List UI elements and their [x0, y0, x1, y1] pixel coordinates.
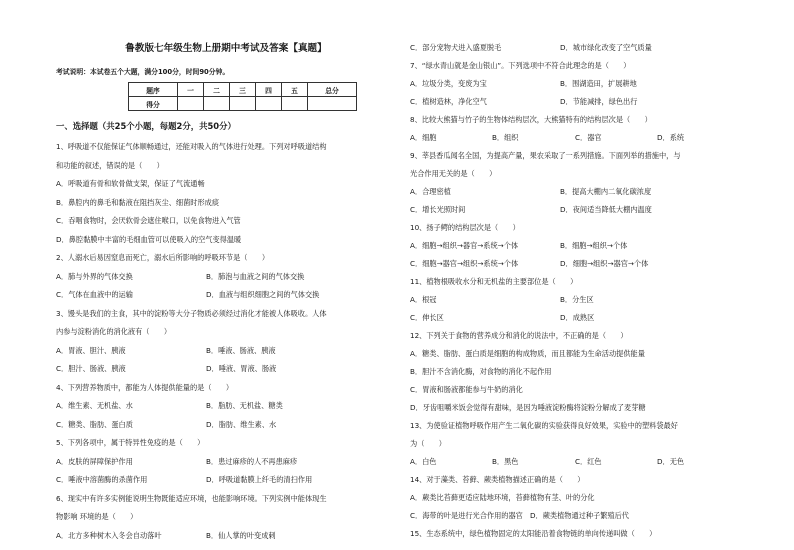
- option-row: [410, 79, 755, 89]
- question-line: 8、比较大熊猫与竹子的生物体结构层次，大熊猫特有的结构层次是（ ）: [410, 115, 652, 124]
- answer-option: C．增长光照时间: [410, 205, 466, 214]
- answer-option: B．黑色: [492, 457, 519, 466]
- option-row: [410, 295, 755, 305]
- option-row: [56, 531, 396, 541]
- table-cell: [282, 97, 308, 111]
- answer-option: B．仙人掌的叶变成刺: [206, 530, 276, 540]
- answer-option: B．患过麻疹的人不再患麻疹: [206, 456, 298, 466]
- table-cell: 五: [282, 83, 308, 97]
- answer-option: D．无色: [657, 457, 685, 466]
- question-line: 3、馒头是我们的主食，其中的淀粉等大分子物质必须经过消化才能被人体吸收。人体: [56, 308, 327, 318]
- option-row: [410, 241, 755, 251]
- question-line: 和功能的叙述，错误的是（ ）: [56, 160, 164, 170]
- answer-option: B．脂肪、无机盐、糖类: [206, 401, 283, 410]
- answer-option: A．维生素、无机盐、水: [56, 401, 133, 410]
- answer-option: A．细胞→组织→器官→系统→个体: [410, 241, 519, 250]
- question-line: C．海带的叶是进行光合作用的器官 D．蕨类植物通过种子繁殖后代: [410, 511, 629, 520]
- answer-option: D．血液与组织细胞之间的气体交换: [206, 290, 320, 299]
- exam-note: 考试说明：本试卷五个大题，满分100分，时间90分钟。: [56, 68, 230, 76]
- question-line: 7、“绿水青山就是金山银山”。下列选项中不符合此理念的是（ ）: [410, 61, 631, 70]
- table-cell: [308, 97, 357, 111]
- table-cell: [178, 97, 204, 111]
- table-cell: 三: [230, 83, 256, 97]
- answer-option: C．红色: [575, 457, 602, 466]
- question-line: C．胃液和肠液都能参与牛奶的消化: [410, 385, 523, 394]
- answer-option: A．北方多种树木入冬会自动落叶: [56, 530, 162, 540]
- answer-option: A．皮肤的屏障保护作用: [56, 456, 133, 466]
- question-line: A．呼吸道有骨和软骨做支架，保证了气流通畅: [56, 179, 205, 188]
- option-row: [410, 97, 755, 107]
- question-line: 13、为使验证植物呼吸作用产生二氧化碳的实验获得良好效果，实验中的塑料袋最好: [410, 421, 678, 430]
- answer-option: D．唾液、胃液、肠液: [206, 364, 277, 373]
- option-row: [410, 43, 755, 53]
- table-cell: 题序: [129, 83, 178, 97]
- answer-option: B．组织: [492, 133, 519, 142]
- question-line: D．牙齿咀嚼米饭会觉得有甜味，是因为唾液淀粉酶将淀粉分解成了麦芽糖: [410, 403, 646, 412]
- answer-option: B．肺泡与血液之间的气体交换: [206, 271, 305, 281]
- answer-option: C．伸长区: [410, 313, 444, 322]
- answer-option: D．呼吸道黏膜上纤毛的清扫作用: [206, 475, 313, 484]
- question-line: B．胆汁不含消化酶，对食物的消化不起作用: [410, 367, 552, 376]
- table-cell: 二: [204, 83, 230, 97]
- option-row: [56, 272, 396, 282]
- answer-option: C．部分宠物犬进入盛夏脱毛: [410, 43, 502, 52]
- answer-option: B．分生区: [560, 295, 594, 304]
- option-row: [410, 133, 755, 143]
- section-heading: 一、选择题（共25个小题，每题2分，共50分）: [56, 121, 236, 131]
- answer-option: D．细胞→组织→器官→个体: [560, 259, 649, 268]
- answer-option: D．节能减排，绿色出行: [560, 97, 638, 106]
- answer-option: D．脂肪、维生素、水: [206, 419, 277, 429]
- option-row: [56, 346, 396, 356]
- question-line: 为（ ）: [410, 439, 446, 448]
- answer-option: A．根冠: [410, 295, 437, 304]
- option-row: [410, 457, 755, 467]
- option-row: [56, 475, 396, 485]
- question-line: 6、现实中有许多实例能说明生物既能适应环境，也能影响环境。下列实例中能体现生: [56, 493, 327, 503]
- option-row: [410, 259, 755, 269]
- option-row: [410, 313, 755, 323]
- table-cell: 得分: [129, 97, 178, 111]
- answer-option: D．夜间适当降低大棚内温度: [560, 205, 652, 214]
- answer-option: B．细胞→组织→个体: [560, 241, 628, 250]
- question-line: 内参与淀粉消化的消化液有（ ）: [56, 327, 172, 336]
- question-line: 5、下列各项中，属于特异性免疫的是（ ）: [56, 438, 205, 447]
- question-line: B．鼻腔内的鼻毛和黏液在阻挡灰尘、细菌时形成痰: [56, 197, 220, 207]
- answer-option: A．肺与外界的气体交换: [56, 271, 133, 281]
- question-line: 2、人溺水后易因窒息而死亡，溺水后所影响的呼吸环节是（ ）: [56, 253, 270, 262]
- answer-option: D．成熟区: [560, 313, 595, 322]
- option-row: [56, 420, 396, 430]
- question-line: D．鼻腔黏膜中丰富的毛细血管可以使吸入的空气变得温暖: [56, 234, 242, 244]
- page-title: 鲁教版七年级生物上册期中考试及答案【真题】: [125, 43, 327, 54]
- option-row: [56, 401, 396, 411]
- option-row: [410, 187, 755, 197]
- score-table: [128, 82, 357, 111]
- table-cell: [204, 97, 230, 111]
- question-line: 1、呼吸道不仅能保证气体顺畅通过，还能对吸入的气体进行处理。下列对呼吸道结构: [56, 142, 327, 151]
- question-line: C．吞咽食物时，会厌软骨会遮住喉口，以免食物进入气管: [56, 216, 241, 225]
- score-table-score-row: [129, 97, 357, 111]
- answer-option: B．唾液、肠液、胰液: [206, 345, 276, 355]
- score-table-header-row: [129, 83, 357, 97]
- answer-option: A．胃液、胆汁、胰液: [56, 345, 126, 355]
- answer-option: C．细胞→器官→组织→系统→个体: [410, 259, 519, 268]
- option-row: [56, 290, 396, 300]
- answer-option: C．气体在血液中的运输: [56, 290, 133, 299]
- answer-option: A．合理密植: [410, 187, 451, 196]
- question-line: 物影响 环境的是（ ）: [56, 512, 138, 521]
- answer-option: C．糖类、脂肪、蛋白质: [56, 419, 133, 429]
- option-row: [56, 457, 396, 467]
- answer-option: C．胆汁、肠液、胰液: [56, 364, 126, 373]
- question-line: 15、生态系统中，绿色植物固定的太阳能沿着食物链的单向传递叫做（ ）: [410, 529, 657, 538]
- answer-option: A．细胞: [410, 133, 437, 142]
- answer-option: C．植树造林，净化空气: [410, 97, 487, 106]
- question-line: A．蕨类比苔藓更适应陆地环境，苔藓植物有茎、叶的分化: [410, 493, 595, 502]
- option-row: [56, 364, 396, 374]
- table-cell: 一: [178, 83, 204, 97]
- option-row: [410, 205, 755, 215]
- answer-option: B．提高大棚内二氧化碳浓度: [560, 187, 652, 196]
- answer-option: C．唾液中溶菌酶的杀菌作用: [56, 475, 148, 484]
- question-line: 10、扬子鳄的结构层次是（ ）: [410, 223, 520, 232]
- answer-option: A．垃圾分类，变废为宝: [410, 79, 487, 88]
- table-cell: 总分: [308, 83, 357, 97]
- question-line: A．糖类、脂肪、蛋白质是细胞的构成物质，而且都能为生命活动提供能量: [410, 349, 645, 358]
- answer-option: D．城市绿化改变了空气质量: [560, 43, 652, 52]
- question-line: 11、植物根吸收水分和无机盐的主要部位是（ ）: [410, 277, 578, 286]
- question-line: 9、莘县香瓜闻名全国，为提高产量，果农采取了一系列措施。下面列举的措施中，与: [410, 151, 681, 160]
- answer-option: A．白色: [410, 457, 437, 466]
- answer-option: B．围湖造田，扩展耕地: [560, 79, 637, 88]
- table-cell: [230, 97, 256, 111]
- question-line: 光合作用无关的是（ ）: [410, 169, 497, 178]
- question-line: 12、下列关于食物的营养成分和消化的说法中，不正确的是（ ）: [410, 331, 628, 340]
- answer-option: D．系统: [657, 133, 685, 142]
- question-line: 4、下列营养物质中，都能为人体提供能量的是（ ）: [56, 382, 234, 392]
- question-line: 14、对于藻类、苔藓、蕨类植物描述正确的是（ ）: [410, 475, 585, 484]
- answer-option: C．器官: [575, 133, 602, 142]
- table-cell: [256, 97, 282, 111]
- table-cell: 四: [256, 83, 282, 97]
